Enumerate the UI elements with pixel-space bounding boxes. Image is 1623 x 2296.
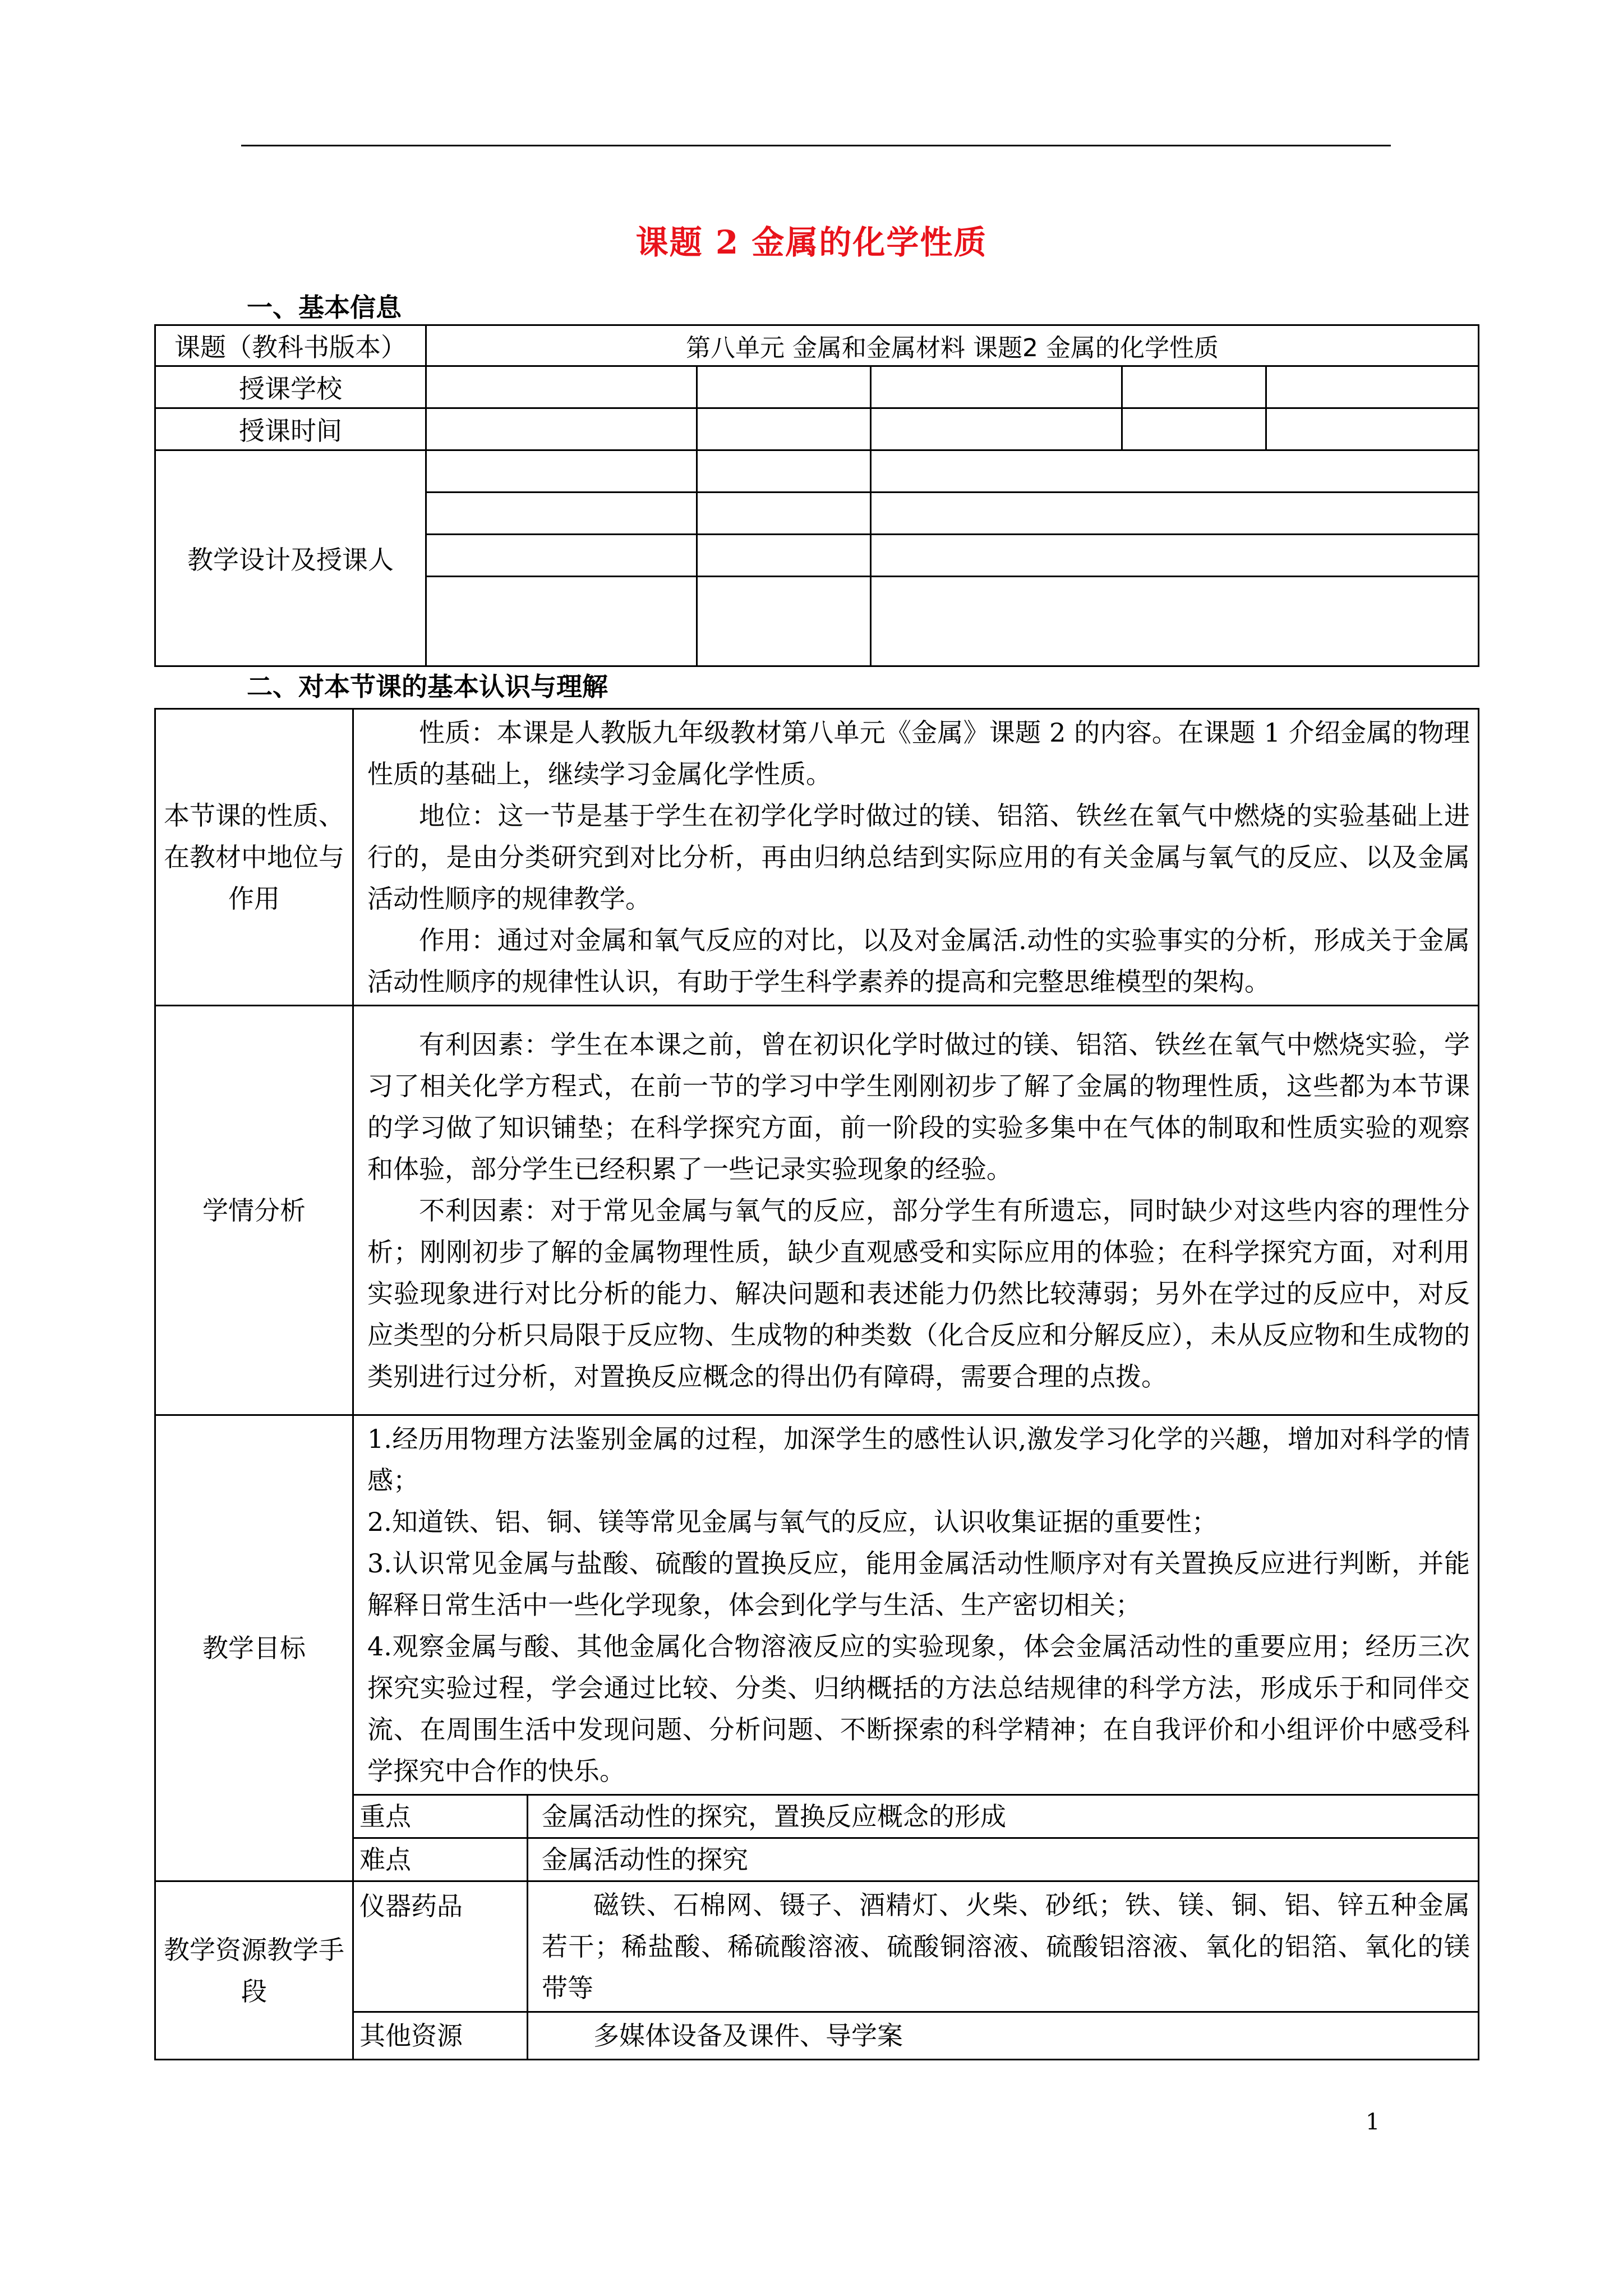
designer-cell: [871, 535, 1479, 577]
designer-cell: [426, 535, 697, 577]
topic-value: 第八单元 金属和金属材料 课题2 金属的化学性质: [426, 325, 1479, 366]
designer-cell: [697, 535, 871, 577]
difficulty-label: 难点: [353, 1838, 528, 1881]
goal-item: 2.知道铁、铝、铜、镁等常见金属与氧气的反应，认识收集证据的重要性；: [367, 1507, 1218, 1537]
goal-item: 1.经历用物理方法鉴别金属的过程，加深学生的感性认识,激发学习化学的兴趣，增加对科学的情感；: [367, 1424, 1470, 1496]
time-cell: [697, 408, 871, 450]
nature-paragraph: 地位：这一节是基于学生在初学化学时做过的镁、铝箔、铁丝在氧气中燃烧的实验基础上进行的，是由分类研究到对比分析，再由归纳总结到实际应用的有关金属与氧气的反应、以及金属活动性顺序的规律教学。: [367, 800, 1470, 914]
other-resources-label: 其他资源: [353, 2012, 528, 2060]
nature-label: 本节课的性质、在教材中地位与作用: [155, 709, 353, 1006]
students-content: [353, 1006, 1479, 1415]
nature-paragraph: 作用：通过对金属和氧气反应的对比，以及对金属活.动性的实验事实的分析，形成关于金属活动性顺序的规律性认识，有助于学生科学素养的提高和完整思维模型的架构。: [367, 925, 1470, 997]
key-point-label: 重点: [353, 1795, 528, 1838]
other-resources-content: [528, 2012, 1479, 2060]
designer-label: 教学设计及授课人: [155, 450, 426, 666]
equipment-content: [528, 1881, 1479, 2012]
school-cell: [1122, 366, 1266, 408]
school-cell: [1266, 366, 1479, 408]
school-label: 授课学校: [155, 366, 426, 408]
nature-paragraph: 性质：本课是人教版九年级教材第八单元《金属》课题 2 的内容。在课题 1 介绍金属的物理性质的基础上，继续学习金属化学性质。: [367, 717, 1470, 789]
designer-cell: [697, 577, 871, 666]
time-cell: [426, 408, 697, 450]
designer-cell: [426, 493, 697, 535]
designer-cell: [871, 450, 1479, 493]
students-label: 学情分析: [155, 1006, 353, 1415]
school-cell: [426, 366, 697, 408]
time-label: 授课时间: [155, 408, 426, 450]
header-rule: [241, 145, 1391, 146]
goals-label: 教学目标: [155, 1415, 353, 1881]
basic-info-table: [154, 324, 1479, 667]
equipment-value: 磁铁、石棉网、镊子、酒精灯、火柴、砂纸；铁、镁、铜、铝、锌五种金属若干；稀盐酸、稀硫酸溶液、硫酸铜溶液、硫酸铝溶液、氧化的铝箔、氧化的镁带等: [542, 1890, 1470, 2003]
resources-label: 教学资源教学手段: [155, 1881, 353, 2060]
students-paragraph: 有利因素：学生在本课之前，曾在初识化学时做过的镁、铝箔、铁丝在氧气中燃烧实验，学习了相关化学方程式，在前一节的学习中学生刚刚初步了解了金属的物理性质，这些都为本节课的学习做了知识铺垫；在科学探究方面，前一阶段的实验多集中在气体的制取和性质实验的观察和体验，部分学生已经积累了一些记录实验现象的经验。: [367, 1029, 1470, 1184]
school-cell: [697, 366, 871, 408]
section-heading-understanding: 二、对本节课的基本认识与理解: [247, 671, 608, 702]
page-title: 课题 2 金属的化学性质: [635, 223, 988, 261]
nature-content: [353, 709, 1479, 1006]
designer-cell: [871, 493, 1479, 535]
time-cell: [871, 408, 1122, 450]
designer-cell: [426, 577, 697, 666]
designer-cell: [697, 493, 871, 535]
difficulty-value: 金属活动性的探究: [528, 1838, 1479, 1881]
other-resources-value: 多媒体设备及课件、导学案: [593, 2021, 903, 2051]
section-heading-basic-info: 一、基本信息: [247, 292, 402, 323]
time-cell: [1266, 408, 1479, 450]
designer-cell: [697, 450, 871, 493]
page-number: 1: [1366, 2109, 1380, 2135]
goal-item: 4.观察金属与酸、其他金属化合物溶液反应的实验现象，体会金属活动性的重要应用；经历三次探究实验过程，学会通过比较、分类、归纳概括的方法总结规律的科学方法，形成乐于和同伴交流、在周围生活中发现问题、分析问题、不断探索的科学精神；在自我评价和小组评价中感受科学探究中合作的快乐。: [367, 1631, 1470, 1786]
goals-content: [353, 1415, 1479, 1795]
key-point-value: 金属活动性的探究，置换反应概念的形成: [528, 1795, 1479, 1838]
school-cell: [871, 366, 1122, 408]
topic-label: 课题（教科书版本）: [155, 325, 426, 366]
designer-cell: [871, 577, 1479, 666]
time-cell: [1122, 408, 1266, 450]
students-paragraph: 不利因素：对于常见金属与氧气的反应，部分学生有所遗忘，同时缺少对这些内容的理性分析；刚刚初步了解的金属物理性质，缺少直观感受和实际应用的体验；在科学探究方面，对利用实验现象进行对比分析的能力、解决问题和表述能力仍然比较薄弱；另外在学过的反应中，对反应类型的分析只局限于反应物、生成物的种类数（化合反应和分解反应），未从反应物和生成物的类别进行过分析，对置换反应概念的得出仍有障碍，需要合理的点拨。: [367, 1195, 1470, 1392]
goal-item: 3.认识常见金属与盐酸、硫酸的置换反应，能用金属活动性顺序对有关置换反应进行判断，并能解释日常生活中一些化学现象，体会到化学与生活、生产密切相关；: [367, 1548, 1470, 1620]
understanding-table: [154, 708, 1479, 2060]
equipment-label: 仪器药品: [353, 1881, 528, 2012]
designer-cell: [426, 450, 697, 493]
